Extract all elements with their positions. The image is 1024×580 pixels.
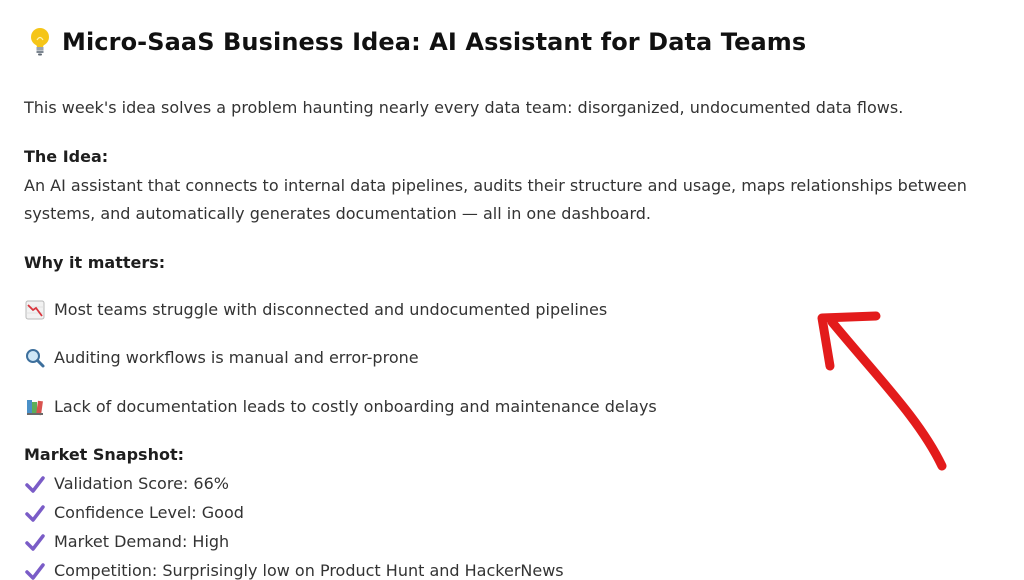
- intro-paragraph: This week's idea solves a problem haunting nearly every data team: disorganized, undocumented data flows.: [24, 98, 904, 117]
- why-item-3-text: Lack of documentation leads to costly onboarding and maintenance delays: [54, 397, 657, 416]
- market-item-1: [24, 470, 229, 498]
- title-row: [28, 26, 806, 58]
- page-title: Micro-SaaS Business Idea: AI Assistant for Data Teams: [62, 28, 807, 56]
- idea-line-1: An AI assistant that connects to internal data pipelines, audits their structure and usage, maps relationships between: [24, 176, 967, 195]
- chart-decreasing-icon: [24, 299, 46, 321]
- why-item-1-text: Most teams struggle with disconnected and undocumented pipelines: [54, 300, 608, 319]
- why-item-2: [24, 344, 419, 372]
- why-heading: Why it matters:: [24, 253, 166, 272]
- market-item-3: [24, 528, 229, 556]
- light-bulb-icon: [28, 26, 52, 58]
- check-icon: [24, 531, 46, 553]
- check-icon: [24, 560, 46, 580]
- why-item-1: [24, 296, 607, 324]
- market-item-4-text: Competition: Surprisingly low on Product Hunt and HackerNews: [54, 561, 564, 580]
- market-item-3-text: Market Demand: High: [54, 532, 230, 551]
- market-item-1-text: Validation Score: 66%: [54, 474, 229, 493]
- market-item-2: [24, 499, 244, 527]
- idea-line-2: systems, and automatically generates documentation — all in one dashboard.: [24, 204, 651, 223]
- market-heading: Market Snapshot:: [24, 445, 185, 464]
- why-item-3: [24, 393, 657, 421]
- idea-heading: The Idea:: [24, 147, 109, 166]
- check-icon: [24, 473, 46, 495]
- magnifier-icon: [24, 347, 46, 369]
- market-item-4: [24, 557, 564, 580]
- check-icon: [24, 502, 46, 524]
- books-icon: [24, 396, 46, 418]
- why-item-2-text: Auditing workflows is manual and error-prone: [54, 348, 419, 367]
- market-item-2-text: Confidence Level: Good: [54, 503, 244, 522]
